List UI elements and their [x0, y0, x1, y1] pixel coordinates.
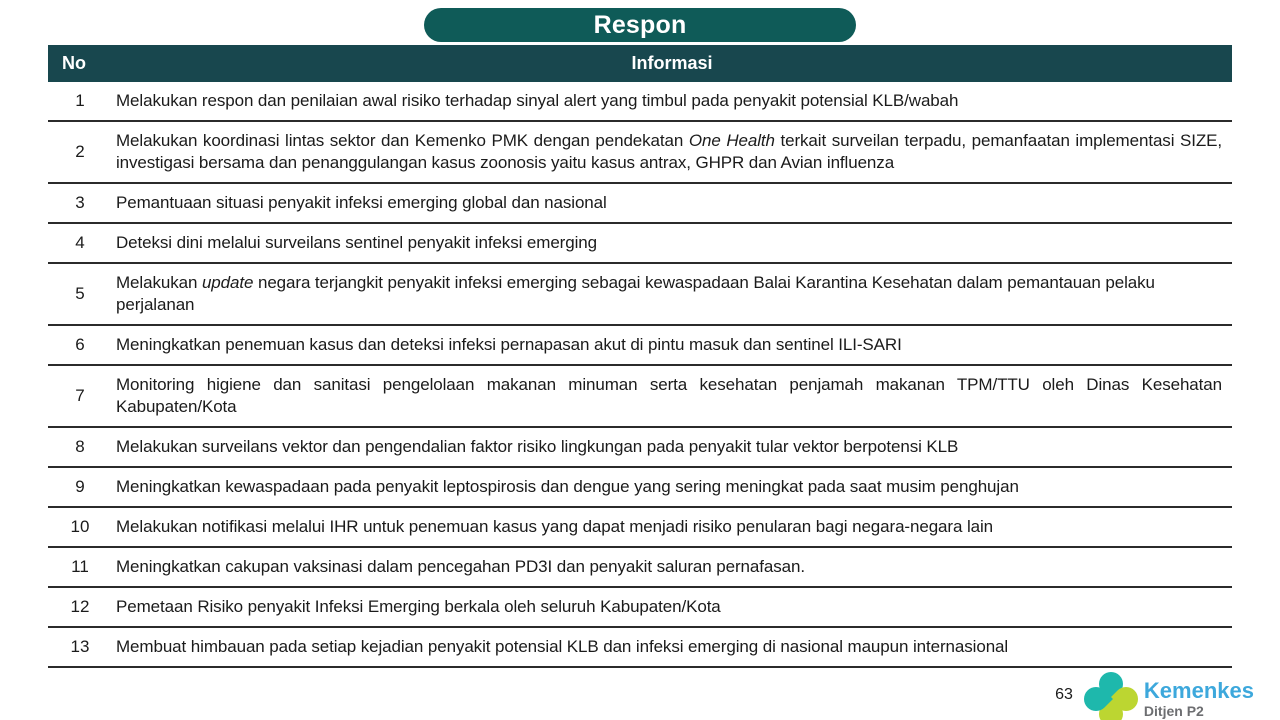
row-number: 13: [70, 637, 90, 656]
row-number: 6: [75, 335, 85, 354]
logo-brand-text: Kemenkes: [1143, 678, 1254, 704]
slide: [0, 8, 1280, 720]
table-row: [48, 468, 1232, 508]
row-number: 8: [75, 437, 85, 456]
column-header-no: No: [62, 53, 86, 73]
page-title: Respon: [593, 10, 687, 39]
row-text: Meningkatkan cakupan vaksinasi dalam pencegahan PD3I dan penyakit saluran pernafasan.: [116, 557, 805, 576]
row-text: Melakukan notifikasi melalui IHR untuk penemuan kasus yang dapat menjadi risiko penularan bagi negara-negara lain: [116, 517, 994, 536]
row-number: 5: [75, 284, 85, 303]
page-number: 63: [1055, 686, 1073, 703]
row-text: Meningkatkan kewaspadaan pada penyakit leptospirosis dan dengue yang sering meningkat pada saat musim penghujan: [116, 477, 1019, 496]
row-text: Melakukan update negara terjangkit penyakit infeksi emerging sebagai kewaspadaan Balai Karantina Kesehatan dalam pemantauan pelaku perjalanan: [116, 273, 1155, 314]
row-number: 11: [71, 557, 89, 576]
table-row: [48, 508, 1232, 548]
row-number: 3: [75, 193, 85, 212]
column-header-informasi: Informasi: [631, 53, 713, 73]
kemenkes-logo: [1084, 672, 1254, 720]
row-number: 2: [75, 142, 85, 161]
table-row: [48, 122, 1232, 184]
row-text: Melakukan respon dan penilaian awal risiko terhadap sinyal alert yang timbul pada penyakit potensial KLB/wabah: [116, 91, 959, 110]
table-row: [48, 184, 1232, 224]
row-text: Membuat himbauan pada setiap kejadian penyakit potensial KLB dan infeksi emerging di nasional maupun internasional: [116, 637, 1009, 656]
logo-text: [1144, 679, 1254, 718]
row-number: 4: [75, 233, 85, 252]
logo-subtitle-text: Ditjen P2: [1143, 702, 1204, 719]
row-number: 12: [70, 597, 90, 616]
table-row: [48, 264, 1232, 326]
kemenkes-clover-icon: [1084, 672, 1138, 720]
row-text: Pemantuaan situasi penyakit infeksi emerging global dan nasional: [116, 193, 607, 212]
title-pill: [424, 8, 856, 42]
row-number: 9: [75, 477, 85, 496]
row-text: Pemetaan Risiko penyakit Infeksi Emerging berkala oleh seluruh Kabupaten/Kota: [116, 597, 721, 616]
table-row: [48, 326, 1232, 366]
row-text: Melakukan koordinasi lintas sektor dan Kemenko PMK dengan pendekatan One Health terkait surveilan terpadu, pemanfaatan implementasi SIZE, investigasi bersama dan penanggulangan kasus zoonosis yaitu kasus antrax, GHPR dan Avian influenza: [116, 131, 1222, 172]
row-number: 1: [75, 91, 85, 110]
table-header-row: [48, 45, 1232, 82]
table-row: [48, 428, 1232, 468]
table-row: [48, 224, 1232, 264]
row-text: Meningkatkan penemuan kasus dan deteksi infeksi pernapasan akut di pintu masuk dan sentinel ILI-SARI: [116, 335, 902, 354]
row-number: 7: [75, 386, 85, 405]
table-row: [48, 628, 1232, 668]
table-row: [48, 82, 1232, 122]
row-text: Deteksi dini melalui surveilans sentinel penyakit infeksi emerging: [116, 233, 597, 252]
table-row: [48, 588, 1232, 628]
row-text: Melakukan surveilans vektor dan pengendalian faktor risiko lingkungan pada penyakit tular vektor berpotensi KLB: [116, 437, 959, 456]
respon-table: [48, 45, 1232, 668]
table-row: [48, 366, 1232, 428]
table-row: [48, 548, 1232, 588]
row-number: 10: [70, 517, 90, 536]
table-body: [48, 82, 1232, 668]
row-text: Monitoring higiene dan sanitasi pengelolaan makanan minuman serta kesehatan penjamah makanan TPM/TTU oleh Dinas Kesehatan Kabupaten/Kota: [116, 375, 1222, 416]
